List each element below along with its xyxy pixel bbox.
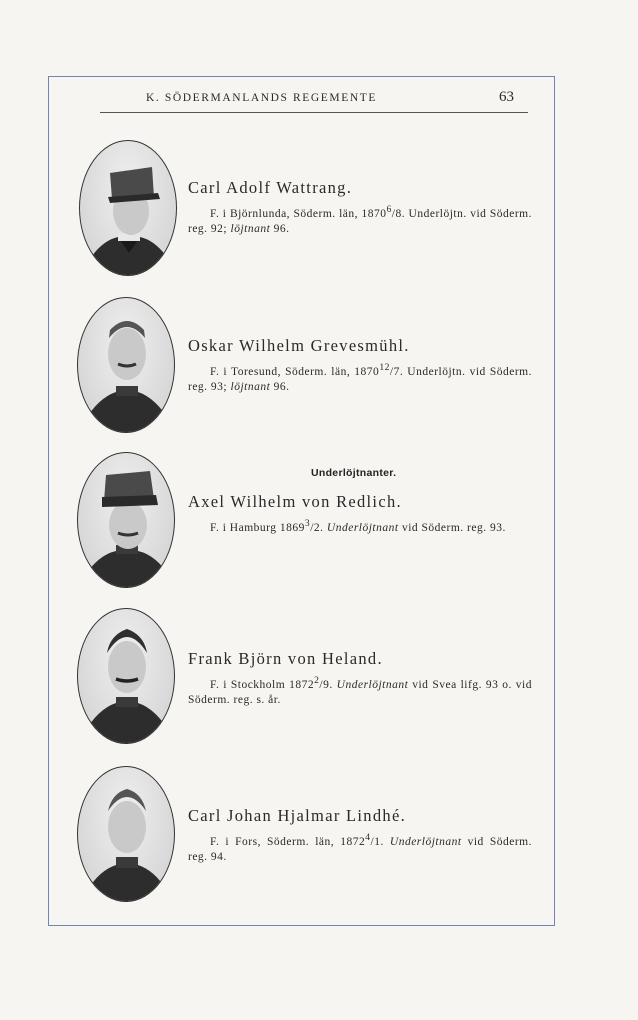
portrait-4 (77, 608, 175, 744)
entry-3 (188, 492, 532, 536)
entry-name: Frank Björn von Heland. (188, 649, 383, 668)
entry-name: Carl Adolf Wattrang. (188, 178, 353, 197)
entry-1 (188, 178, 532, 237)
section-heading: Underlöjtnanter. (311, 467, 397, 479)
entry-bio: F. i Stockholm 1872$^2$/9. Underlöjtnant vid Svea lifg. 93 o. vid Söderm. reg. s. år. (188, 675, 532, 706)
portrait-1 (79, 140, 177, 276)
entry-bio: F. i Björnlunda, Söderm. län, 1870$^6$/8. Underlöjtn. vid Söderm. reg. 92; löjtnant 96. (188, 204, 532, 235)
portrait-5 (77, 766, 175, 902)
page-number: 63 (499, 89, 514, 105)
entry-name: Carl Johan Hjalmar Lindhé. (188, 806, 406, 825)
portrait-2 (77, 297, 175, 433)
entry-name: Axel Wilhelm von Redlich. (188, 492, 402, 511)
running-header (100, 89, 528, 113)
entry-5 (188, 806, 532, 865)
header-title: K. SÖDERMANLANDS REGEMENTE (146, 92, 378, 104)
portrait-3 (77, 452, 175, 588)
entry-bio: F. i Fors, Söderm. län, 1872$^4$/1. Underlöjtnant vid Söderm. reg. 94. (188, 832, 533, 863)
entry-4 (188, 649, 532, 708)
entry-bio: F. i Toresund, Söderm. län, 1870$^{12}$/7. Underlöjtn. vid Söderm. reg. 93; löjtnant 96. (188, 362, 532, 393)
entry-bio: F. i Hamburg 1869$^3$/2. Underlöjtnant vid Söderm. reg. 93. (210, 518, 506, 534)
entry-2 (188, 336, 532, 395)
entry-name: Oskar Wilhelm Grevesmühl. (188, 336, 410, 355)
